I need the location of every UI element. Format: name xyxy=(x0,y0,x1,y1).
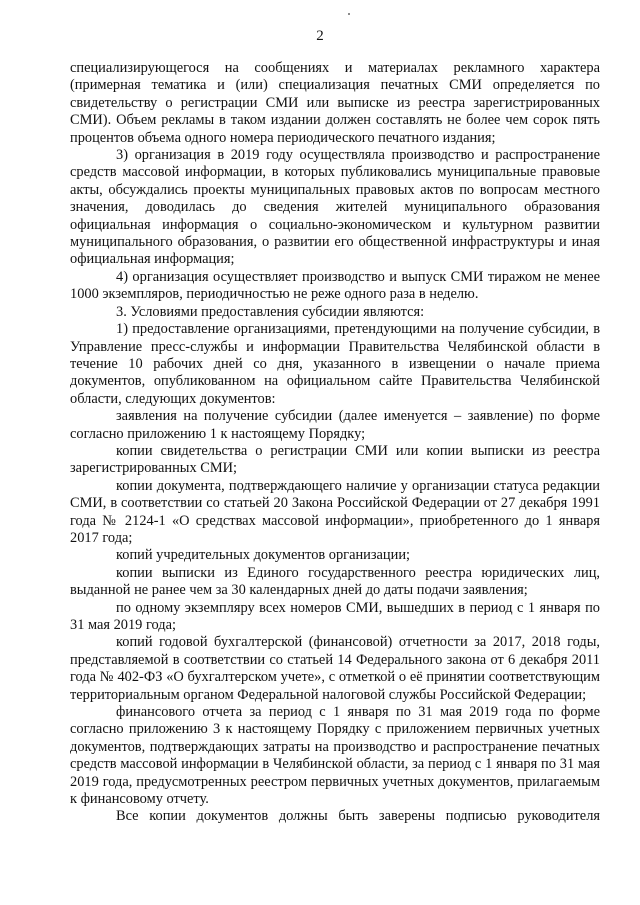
document-body xyxy=(70,60,600,826)
paragraph-item-4: 4) организация осуществляет производство и выпуск СМИ тиражом не менее 1000 экземпляров, периодичностью не реже одного раза в неделю. xyxy=(70,268,600,303)
paragraph-doc-editorial-status: копии документа, подтверждающего наличие у организации статуса редакции СМИ, в соответствии со статьей 20 Закона Российской Федерации от 27 декабря 1991 года № 2124-1 «О средствах массовой информации», приобретенного до 1 января 2017 года; xyxy=(70,477,600,546)
paragraph-certification: Все копии документов должны быть заверены подписью руководителя xyxy=(116,808,600,825)
paragraph-doc-founding: копий учредительных документов организации; xyxy=(116,547,411,564)
paragraph-item-3: 3) организация в 2019 году осуществляла производство и распространение средств массовой информации, в которых публиковались муниципальные правовые акты, обсуждались проекты муниципальных правовых актов по вопросам местного значения, доводилась до сведения жителей муниципального образования официальная информация о социально-экономическом и культурном развитии муниципального образования, о развитии его общественной инфраструктуры и иная официальная информация; xyxy=(70,147,600,268)
paragraph-doc-registration: копии свидетельства о регистрации СМИ или копии выписки из реестра зарегистрированных СМИ; xyxy=(70,442,600,477)
paragraph-doc-egrul: копии выписки из Единого государственного реестра юридических лиц, выданной не ранее чем за 30 календарных дней до даты подачи заявления; xyxy=(70,564,600,599)
paragraph-doc-application: заявления на получение субсидии (далее именуется – заявление) по форме согласно приложению 1 к настоящему Порядку; xyxy=(70,408,600,442)
paragraph-condition-1: 1) предоставление организациями, претендующими на получение субсидии, в Управление пресс-службы и информации Правительства Челябинской области в течение 10 рабочих дней со дня, указанного в извещении о начале приема документов, опубликованном на официальном сайте Правительства Челябинской области, следующих документов: xyxy=(70,321,600,407)
paragraph-doc-issues: по одному экземпляру всех номеров СМИ, вышедших в период с 1 января по 31 мая 2019 года; xyxy=(70,599,600,633)
page-number: 2 xyxy=(316,28,324,44)
paragraph-continued-advertising: специализирующегося на сообщениях и материалах рекламного характера (примерная тематика и (или) специализация печатных СМИ определяется по свидетельству о регистрации СМИ или выписке из реестра зарегистрированных СМИ). Объем рекламы в таком издании должен составлять не более чем сорок пять процентов объема одного номера периодического печатного издания; xyxy=(70,60,600,146)
paragraph-doc-accounting: копий годовой бухгалтерской (финансовой) отчетности за 2017, 2018 годы, представляемой в соответствии со статьей 14 Федерального закона от 6 декабря 2011 года № 402-ФЗ «О бухгалтерском учете», с отметкой о её принятии соответствующим территориальным органом Федеральной налоговой службы Российской Федерации; xyxy=(70,634,600,703)
scan-speck xyxy=(348,13,350,15)
paragraph-section-3-heading: 3. Условиями предоставления субсидии являются: xyxy=(116,303,425,320)
paragraph-doc-financial-report: финансового отчета за период с 1 января по 31 мая 2019 года по форме согласно приложению 3 к настоящему Порядку с приложением первичных учетных документов, подтверждающих затраты на производство и распространение печатных средств массовой информации в Челябинской области, за период с 1 января по 31 мая 2019 года, предусмотренных реестром первичных учетных документов, прилагаемым к финансовому отчету. xyxy=(70,704,600,808)
